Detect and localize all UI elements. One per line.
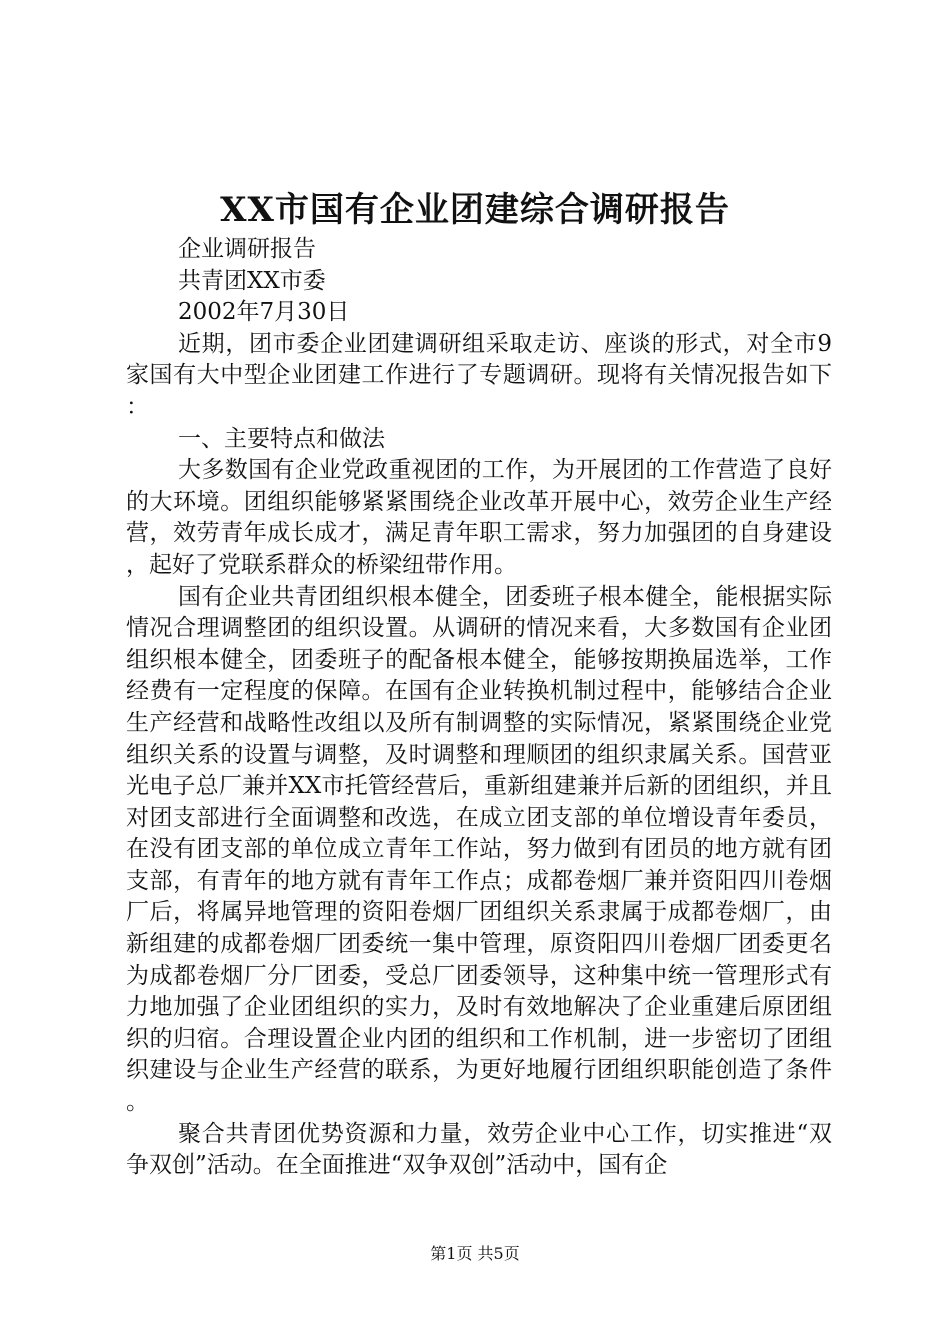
report-author: 共青团XX市委	[178, 267, 326, 294]
section-heading: 一、主要特点和做法	[178, 425, 385, 452]
paragraph-intro: 近期，团市委企业团建调研组采取走访、座谈的形式，对全市9家国有大中型企业团建工作进行了专题调研。现将有关情况报告如下：	[126, 330, 832, 420]
paragraph: 大多数国有企业党政重视团的工作，为开展团的工作营造了良好的大环境。团组织能够紧紧围绕企业改革开展中心，效劳企业生产经营，效劳青年成长成才，满足青年职工需求，努力加强团的自身建设，起好了党联系群众的桥梁纽带作用。	[126, 457, 832, 578]
paragraph: 聚合共青团优势资源和力量，效劳企业中心工作，切实推进“双争双创”活动。在全面推进“双争双创”活动中，国有企	[126, 1120, 832, 1179]
report-category: 企业调研报告	[178, 236, 316, 262]
page-footer: 第1页 共5页	[430, 1244, 520, 1263]
report-date: 2002年7月30日	[178, 299, 350, 326]
paragraph: 国有企业共青团组织根本健全，团委班子根本健全，能根据实际情况合理调整团的组织设置。从调研的情况来看，大多数国有企业团组织根本健全，团委班子的配备根本健全，能够按期换届选举，工作经费有一定程度的保障。在国有企业转换机制过程中，能够结合企业生产经营和战略性改组以及所有制调整的实际情况，紧紧围绕企业党组织关系的设置与调整，及时调整和理顺团的组织隶属关系。国营亚光电子总厂兼并XX市托管经营后，重新组建兼并后新的团组织，并且对团支部进行全面调整和改选，在成立团支部的单位增设青年委员，在没有团支部的单位成立青年工作站，努力做到有团员的地方就有团支部，有青年的地方就有青年工作点；成都卷烟厂兼并资阳四川卷烟厂后，将属异地管理的资阳卷烟厂团组织关系隶属于成都卷烟厂，由新组建的成都卷烟厂团委统一集中管理，原资阳四川卷烟厂团委更名为成都卷烟厂分厂团委，受总厂团委领导，这种集中统一管理形式有力地加强了企业团组织的实力，及时有效地解决了企业重建后原团组织的归宿。合理设置企业内团的组织和工作机制，进一步密切了团组织建设与企业生产经营的联系，为更好地履行团组织职能创造了条件。	[126, 583, 832, 1116]
document-body	[126, 234, 832, 1182]
document-title: XX市国有企业团建综合调研报告	[220, 190, 730, 230]
